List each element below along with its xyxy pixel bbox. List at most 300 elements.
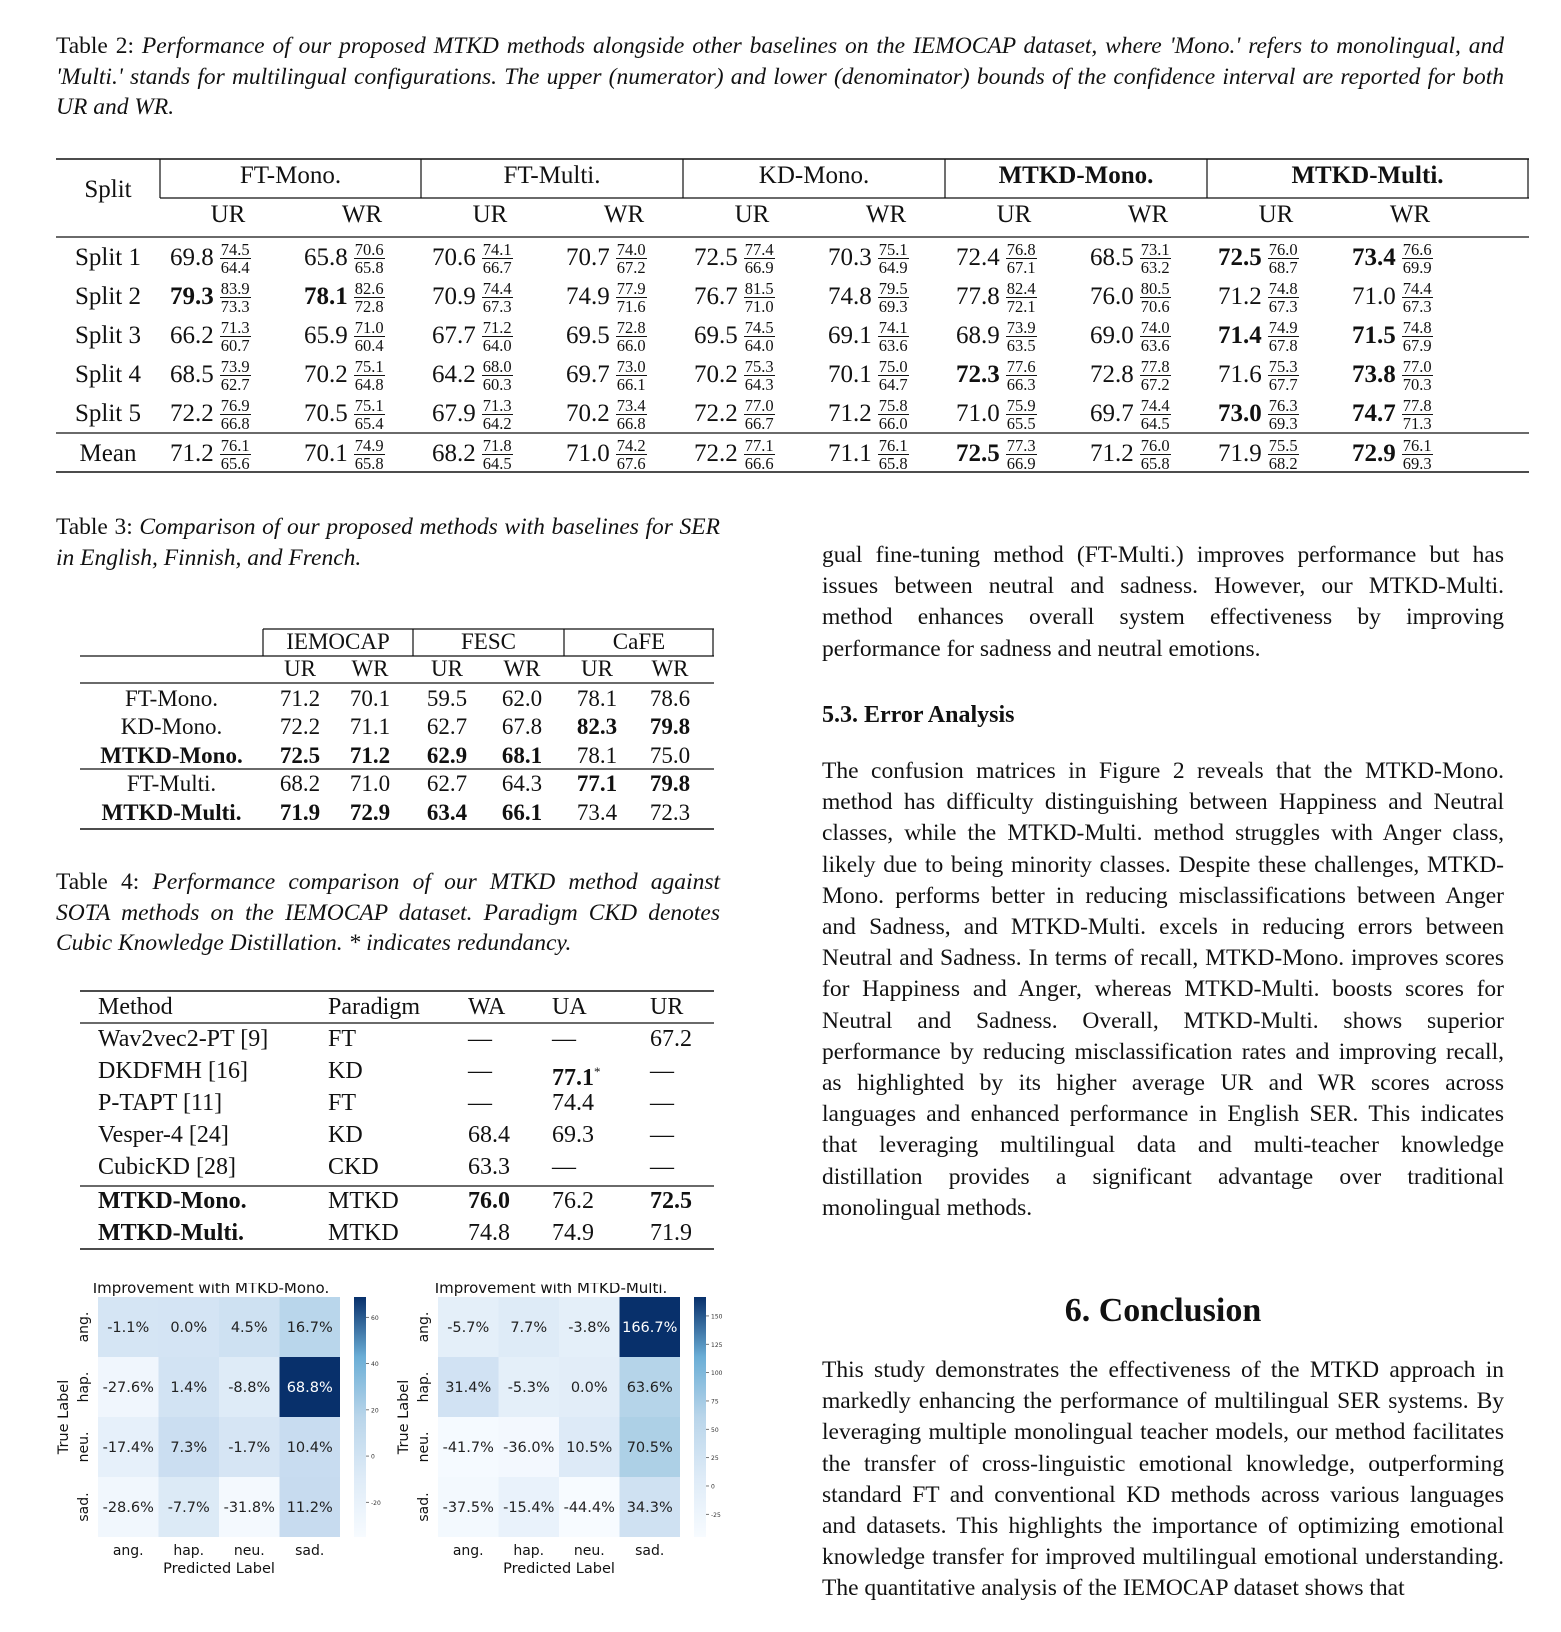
colorbar-tick-label: 60 xyxy=(371,1314,379,1322)
table4-cell: 74.8 xyxy=(468,1220,510,1246)
ci-upper: 71.2 xyxy=(482,317,512,337)
ci-upper: 75.8 xyxy=(878,395,908,415)
ci-upper: 71.8 xyxy=(482,435,512,455)
table2-confidence-interval xyxy=(220,280,251,315)
ci-upper: 82.4 xyxy=(1006,278,1036,298)
ci-upper: 73.0 xyxy=(616,356,646,376)
ci-lower: 66.6 xyxy=(744,453,774,473)
ci-lower: 65.4 xyxy=(354,413,384,433)
table2-cell xyxy=(1352,357,1433,393)
table2-cell xyxy=(828,357,909,393)
heatmap-cell-value: -3.8% xyxy=(568,1320,611,1336)
heatmap-cell-value: -8.8% xyxy=(228,1380,271,1396)
table2-confidence-interval xyxy=(354,319,385,354)
ci-lower: 67.8 xyxy=(1268,335,1298,355)
ci-upper: 77.8 xyxy=(1140,356,1170,376)
ci-lower: 64.7 xyxy=(878,374,908,394)
caption-label: Table 2: xyxy=(56,33,135,59)
table2-confidence-interval xyxy=(878,280,909,315)
table2-confidence-interval xyxy=(220,319,251,354)
table2-row-label: Mean xyxy=(79,440,137,467)
table4-cell: KD xyxy=(328,1058,363,1084)
ci-upper: 77.0 xyxy=(1402,356,1432,376)
colorbar-tick-label: -25 xyxy=(711,1511,721,1519)
colorbar-tick-label: 125 xyxy=(711,1341,723,1349)
table2-cell-value: 71.0 xyxy=(1352,283,1396,310)
ci-lower: 65.8 xyxy=(354,257,384,277)
table2-cell xyxy=(828,318,909,354)
heatmaps-svg xyxy=(56,1283,736,1613)
table3-cell: 72.5 xyxy=(279,743,321,768)
table3-caption xyxy=(56,512,720,573)
ci-lower: 67.9 xyxy=(1402,335,1432,355)
ci-upper: 76.0 xyxy=(1268,239,1298,259)
heatmap-cell-value: 166.7% xyxy=(622,1320,678,1336)
table2-cell xyxy=(1352,240,1433,276)
ci-lower: 66.1 xyxy=(616,374,646,394)
heatmap-cell-value: 0.0% xyxy=(170,1320,208,1336)
table2-cell xyxy=(828,279,909,315)
table2-cell-value: 72.5 xyxy=(956,440,1000,467)
table3-cell: 71.9 xyxy=(279,800,321,825)
table3-cell: 78.1 xyxy=(576,686,618,711)
ci-upper: 76.9 xyxy=(220,395,250,415)
heatmap-x-tick: neu. xyxy=(573,1543,605,1559)
ci-lower: 66.3 xyxy=(1006,374,1036,394)
table2-sub-header: UR xyxy=(210,201,246,228)
ci-upper: 77.3 xyxy=(1006,435,1036,455)
ci-upper: 79.5 xyxy=(878,278,908,298)
table3-row-label: MTKD-Multi. xyxy=(101,800,242,825)
table2-confidence-interval xyxy=(354,437,385,472)
table3-cell: 68.1 xyxy=(501,743,543,768)
table4-header: UA xyxy=(552,994,587,1020)
ci-upper: 76.8 xyxy=(1006,239,1036,259)
table3-cell: 66.1 xyxy=(501,800,543,825)
heatmap-cell-value: -5.7% xyxy=(447,1320,490,1336)
table2-confidence-interval xyxy=(1268,241,1299,276)
table2-sub-header: WR xyxy=(603,201,645,228)
ci-lower: 65.8 xyxy=(1140,453,1170,473)
heatmap-y-tick: ang. xyxy=(76,1311,92,1343)
ci-upper: 74.0 xyxy=(616,239,646,259)
table2-cell-value: 66.2 xyxy=(170,322,214,349)
ci-upper: 76.6 xyxy=(1402,239,1432,259)
table2-cell-value: 69.7 xyxy=(1090,400,1134,427)
table4-cell: FT xyxy=(328,1090,357,1116)
colorbar-tick-label: 0 xyxy=(371,1453,375,1461)
heatmap-cell-value: 7.7% xyxy=(510,1320,548,1336)
table3-row-label: MTKD-Mono. xyxy=(100,743,243,768)
heatmap-cell-value: 70.5% xyxy=(626,1440,673,1456)
table2-sub-header: WR xyxy=(1127,201,1169,228)
table2-confidence-interval xyxy=(878,397,909,432)
ci-lower: 73.3 xyxy=(220,296,250,316)
ci-upper: 76.1 xyxy=(878,435,908,455)
heatmap-y-tick: ang. xyxy=(416,1311,432,1343)
table4-header: Paradigm xyxy=(328,994,420,1020)
table2-confidence-interval xyxy=(220,358,251,393)
table4-header: Method xyxy=(98,994,173,1020)
table2-cell-value: 72.5 xyxy=(1218,244,1262,271)
table2-row-label: Split 4 xyxy=(75,361,141,388)
table4-cell: 74.9 xyxy=(552,1220,594,1246)
table2-cell xyxy=(828,436,909,472)
table2-confidence-interval xyxy=(878,319,909,354)
colorbar-tick-label: -20 xyxy=(371,1499,381,1507)
ci-lower: 65.8 xyxy=(354,453,384,473)
table2-cell-value: 72.9 xyxy=(1352,440,1396,467)
table2-confidence-interval xyxy=(744,319,775,354)
table4-cell: — xyxy=(468,1058,492,1084)
heatmap-cell-value: 31.4% xyxy=(445,1380,492,1396)
table2-caption xyxy=(56,31,1504,123)
ci-upper: 74.1 xyxy=(878,317,908,337)
table2-cell-value: 70.2 xyxy=(566,400,610,427)
ci-upper: 72.8 xyxy=(616,317,646,337)
table2-cell-value: 71.6 xyxy=(1218,361,1262,388)
heatmap-cell-value: 4.5% xyxy=(230,1320,268,1336)
table2-confidence-interval xyxy=(1140,280,1171,315)
table2-confidence-interval xyxy=(744,358,775,393)
section-heading-error-analysis: 5.3. Error Analysis xyxy=(822,702,1015,728)
table2-cell-value: 72.2 xyxy=(170,400,214,427)
table2-cell-value: 70.5 xyxy=(304,400,348,427)
table2-confidence-interval xyxy=(482,319,513,354)
heatmap-cell-value: 16.7% xyxy=(286,1320,333,1336)
heatmap-x-tick: hap. xyxy=(173,1543,205,1559)
ci-upper: 83.9 xyxy=(220,278,250,298)
ci-upper: 75.3 xyxy=(1268,356,1298,376)
table4-method: MTKD-Multi. xyxy=(98,1220,244,1246)
ci-lower: 66.9 xyxy=(1006,453,1036,473)
table2-cell-value: 70.7 xyxy=(566,244,610,271)
table2-cell-value: 71.2 xyxy=(1090,440,1134,467)
table2-cell-value: 68.9 xyxy=(956,322,1000,349)
table2-cell xyxy=(1218,396,1299,432)
table2-cell-value: 71.1 xyxy=(828,440,872,467)
ci-lower: 64.5 xyxy=(1140,413,1170,433)
ci-lower: 66.8 xyxy=(616,413,646,433)
table2-cell xyxy=(170,357,251,393)
table2-cell-value: 73.4 xyxy=(1352,244,1396,271)
ci-upper: 74.9 xyxy=(1268,317,1298,337)
ci-upper: 77.0 xyxy=(744,395,774,415)
ci-lower: 64.0 xyxy=(482,335,512,355)
table3-cell: 72.9 xyxy=(349,800,391,825)
ci-upper: 71.3 xyxy=(220,317,250,337)
ci-lower: 68.2 xyxy=(1268,453,1298,473)
table3-cell: 75.0 xyxy=(649,743,691,768)
table2-cell xyxy=(956,396,1037,432)
table2-group-header: KD-Mono. xyxy=(758,162,870,189)
table4-cell: 69.3 xyxy=(552,1122,594,1148)
ci-upper: 68.0 xyxy=(482,356,512,376)
ci-upper: 74.4 xyxy=(1402,278,1432,298)
ci-lower: 66.8 xyxy=(220,413,250,433)
table4-method: Wav2vec2-PT [9] xyxy=(98,1026,269,1052)
ci-lower: 63.2 xyxy=(1140,257,1170,277)
table2-cell-value: 76.0 xyxy=(1090,283,1134,310)
table2-cell xyxy=(1090,279,1171,315)
heatmap-cell-value: 1.4% xyxy=(170,1380,208,1396)
ci-upper: 70.6 xyxy=(354,239,384,259)
table2-confidence-interval xyxy=(1402,280,1433,315)
ci-lower: 71.0 xyxy=(744,296,774,316)
table2-group-header: MTKD-Multi. xyxy=(1291,162,1444,189)
colorbar xyxy=(694,1297,706,1537)
table2-confidence-interval xyxy=(1006,241,1037,276)
ci-upper: 71.3 xyxy=(482,395,512,415)
heatmap-cell-value: 10.4% xyxy=(286,1440,333,1456)
ci-upper: 74.8 xyxy=(1402,317,1432,337)
table2-confidence-interval xyxy=(878,358,909,393)
table3-cell: 62.7 xyxy=(426,771,468,796)
colorbar-tick-label: 40 xyxy=(371,1361,379,1369)
table3-cell: 64.3 xyxy=(501,771,543,796)
table2-cell xyxy=(566,279,647,315)
table2-cell-value: 74.7 xyxy=(1352,400,1396,427)
table2-cell xyxy=(304,396,385,432)
table2-confidence-interval xyxy=(1268,280,1299,315)
heatmap-cell-value: -27.6% xyxy=(102,1380,154,1396)
heatmap-y-label: True Label xyxy=(396,1379,412,1455)
table3-cell: 78.1 xyxy=(576,743,618,768)
heatmap-y-label: True Label xyxy=(56,1379,72,1455)
table2-cell-value: 73.8 xyxy=(1352,361,1396,388)
ci-lower: 69.3 xyxy=(1402,453,1432,473)
colorbar-tick-label: 0 xyxy=(711,1483,715,1491)
table4-header: WA xyxy=(468,994,506,1020)
ci-lower: 67.3 xyxy=(1268,296,1298,316)
table4-cell: 77.1* xyxy=(552,1064,601,1091)
ci-lower: 66.9 xyxy=(744,257,774,277)
table3-cell: 79.8 xyxy=(649,771,691,796)
table2-cell-value: 71.2 xyxy=(170,440,214,467)
table2-confidence-interval xyxy=(744,280,775,315)
caption-label: Table 3: xyxy=(56,514,133,540)
ci-lower: 64.2 xyxy=(482,413,512,433)
table4-cell: FT xyxy=(328,1026,357,1052)
table3-cell: 71.1 xyxy=(349,714,391,739)
table2-cell-value: 71.0 xyxy=(956,400,1000,427)
table3-row-label: KD-Mono. xyxy=(120,714,223,739)
table3-sub-header: WR xyxy=(503,656,541,681)
table2-cell-value: 78.1 xyxy=(304,283,348,310)
table3-sub-header: WR xyxy=(651,656,689,681)
ci-upper: 80.5 xyxy=(1140,278,1170,298)
ci-lower: 71.3 xyxy=(1402,413,1432,433)
ci-upper: 77.4 xyxy=(744,239,774,259)
table2-confidence-interval xyxy=(1268,358,1299,393)
ci-lower: 70.3 xyxy=(1402,374,1432,394)
table2-confidence-interval xyxy=(744,397,775,432)
table2-cell xyxy=(1090,396,1171,432)
table2-cell xyxy=(304,240,385,276)
heatmap-cell-value: -17.4% xyxy=(102,1440,154,1456)
table2-confidence-interval xyxy=(616,319,647,354)
heatmap-cell-value: 34.3% xyxy=(626,1500,673,1516)
table2-confidence-interval xyxy=(354,397,385,432)
ci-upper: 74.2 xyxy=(616,435,646,455)
table2-confidence-interval xyxy=(220,241,251,276)
ci-lower: 65.6 xyxy=(220,453,250,473)
ci-lower: 69.9 xyxy=(1402,257,1432,277)
table2-cell-value: 65.8 xyxy=(304,244,348,271)
ci-lower: 67.2 xyxy=(616,257,646,277)
ci-upper: 74.4 xyxy=(1140,395,1170,415)
table2-cell-value: 64.2 xyxy=(432,361,476,388)
table2-cell xyxy=(1352,436,1433,472)
table2-confidence-interval xyxy=(1402,319,1433,354)
table3-cell: 78.6 xyxy=(649,686,691,711)
table2-cell xyxy=(566,357,647,393)
table3-dataset-header: CaFE xyxy=(612,629,666,654)
heatmap-cell-value: 11.2% xyxy=(286,1500,333,1516)
ci-lower: 66.7 xyxy=(482,257,512,277)
table2-cell xyxy=(694,318,775,354)
table2-cell-value: 77.8 xyxy=(956,283,1000,310)
table2-cell xyxy=(304,279,385,315)
colorbar-tick-label: 100 xyxy=(711,1370,723,1378)
table3-cell: 77.1 xyxy=(576,771,618,796)
table2-cell-value: 68.5 xyxy=(1090,244,1134,271)
table2-cell xyxy=(1218,318,1299,354)
table2-cell xyxy=(566,396,647,432)
table3-sub-header: UR xyxy=(431,656,463,681)
table4-cell: — xyxy=(650,1122,674,1148)
table2-confidence-interval xyxy=(1268,437,1299,472)
heatmap-cell-value: -44.4% xyxy=(563,1500,615,1516)
table2-confidence-interval xyxy=(354,241,385,276)
table2-group-header: FT-Mono. xyxy=(239,162,342,189)
table2-cell xyxy=(432,318,513,354)
table4-cell: — xyxy=(650,1090,674,1116)
table2-cell xyxy=(566,436,647,472)
table2-confidence-interval xyxy=(482,241,513,276)
table2-confidence-interval xyxy=(616,437,647,472)
table2-confidence-interval xyxy=(616,280,647,315)
heatmap-cell-value: -36.0% xyxy=(503,1440,555,1456)
table3-cell: 62.7 xyxy=(426,714,468,739)
table2-cell-value: 65.9 xyxy=(304,322,348,349)
table2-cell xyxy=(828,240,909,276)
table2-confidence-interval xyxy=(1140,319,1171,354)
table2-cell-value: 71.0 xyxy=(566,440,610,467)
table2-row-label: Split 2 xyxy=(75,283,141,310)
heatmap-cell-value: 63.6% xyxy=(626,1380,673,1396)
ci-lower: 66.0 xyxy=(616,335,646,355)
ci-upper: 71.0 xyxy=(354,317,384,337)
table2-confidence-interval xyxy=(744,437,775,472)
table2-cell-value: 70.2 xyxy=(694,361,738,388)
table2-confidence-interval xyxy=(220,437,251,472)
ci-upper: 74.5 xyxy=(744,317,774,337)
ci-lower: 68.7 xyxy=(1268,257,1298,277)
ci-upper: 73.9 xyxy=(220,356,250,376)
ci-lower: 62.7 xyxy=(220,374,250,394)
table2-group-header: MTKD-Mono. xyxy=(998,162,1154,189)
table2-row-label: Split 1 xyxy=(75,244,141,271)
table3-row-label: FT-Multi. xyxy=(126,771,217,796)
heatmap-cell-value: -31.8% xyxy=(223,1500,275,1516)
heatmap-title: Improvement with MTKD-Multi. xyxy=(434,1283,668,1297)
table3-cell: 79.8 xyxy=(649,714,691,739)
table2-cell xyxy=(1218,279,1299,315)
table2-cell-value: 67.7 xyxy=(432,322,476,349)
table2-cell xyxy=(956,357,1037,393)
table2-cell xyxy=(432,279,513,315)
ci-upper: 74.4 xyxy=(482,278,512,298)
ci-upper: 75.9 xyxy=(1006,395,1036,415)
table4-method: MTKD-Mono. xyxy=(98,1188,247,1214)
ci-lower: 72.1 xyxy=(1006,296,1036,316)
ci-upper: 76.1 xyxy=(220,435,250,455)
table2-confidence-interval xyxy=(1268,319,1299,354)
caption-text: Performance of our proposed MTKD methods alongside other baselines on the IEMOCAP dataset, where 'Mono.' refers to monolingual, and 'Multi.' stands for multilingual configurations. The upper (numerator) and lower (denominator) bounds of the confidence interval are reported for both UR and WR. xyxy=(56,33,1505,120)
table4-cell: CKD xyxy=(328,1154,379,1180)
table4-cell: — xyxy=(650,1058,674,1084)
paragraph-intro: gual fine-tuning method (FT-Multi.) improves performance but has issues between neutral and sadness. However, our MTKD-Multi. method enhances overall system effectiveness by improving performance for sadness and neutral emotions. xyxy=(822,542,1504,662)
table2-confidence-interval xyxy=(616,358,647,393)
table2-cell-value: 79.3 xyxy=(170,283,214,310)
colorbar-tick-label: 20 xyxy=(371,1407,379,1415)
table2-sub-header: UR xyxy=(1258,201,1294,228)
table4-cell: 74.4 xyxy=(552,1090,594,1116)
table4-cell: MTKD xyxy=(328,1220,399,1246)
ci-lower: 64.5 xyxy=(482,453,512,473)
table2-cell-value: 69.0 xyxy=(1090,322,1134,349)
table2-cell-value: 70.2 xyxy=(304,361,348,388)
ci-lower: 67.2 xyxy=(1140,374,1170,394)
table2-sub-header: WR xyxy=(1389,201,1431,228)
table3-cell: 59.5 xyxy=(426,686,468,711)
ci-upper: 75.1 xyxy=(354,395,384,415)
table4-method: CubicKD [28] xyxy=(98,1154,236,1180)
ci-upper: 76.1 xyxy=(1402,435,1432,455)
table2-cell-value: 70.9 xyxy=(432,283,476,310)
table2-confidence-interval xyxy=(220,397,251,432)
table2-confidence-interval xyxy=(1140,397,1171,432)
table4-cell: 71.9 xyxy=(650,1220,692,1246)
heatmap-cell-value: 0.0% xyxy=(570,1380,608,1396)
ci-lower: 63.5 xyxy=(1006,335,1036,355)
table2-confidence-interval xyxy=(482,397,513,432)
table4-caption xyxy=(56,867,720,959)
table2-cell-value: 69.7 xyxy=(566,361,610,388)
redundancy-marker: * xyxy=(594,1064,601,1079)
ci-upper: 74.9 xyxy=(354,435,384,455)
caption-label: Table 4: xyxy=(56,869,140,895)
table2-cell xyxy=(694,279,775,315)
table4-cell: — xyxy=(468,1090,492,1116)
ci-upper: 75.1 xyxy=(354,356,384,376)
ci-upper: 75.0 xyxy=(878,356,908,376)
ci-lower: 60.7 xyxy=(220,335,250,355)
ci-upper: 77.6 xyxy=(1006,356,1036,376)
ci-upper: 77.1 xyxy=(744,435,774,455)
ci-lower: 65.5 xyxy=(1006,413,1036,433)
table3-cell: 67.8 xyxy=(501,714,543,739)
table2-confidence-interval xyxy=(1006,280,1037,315)
table2-confidence-interval xyxy=(1268,397,1299,432)
table3-cell: 82.3 xyxy=(576,714,618,739)
ci-lower: 71.6 xyxy=(616,296,646,316)
table2-cell xyxy=(1352,279,1433,315)
heatmap-cell-value: 10.5% xyxy=(566,1440,613,1456)
table2-cell xyxy=(1090,318,1171,354)
ci-lower: 63.6 xyxy=(878,335,908,355)
